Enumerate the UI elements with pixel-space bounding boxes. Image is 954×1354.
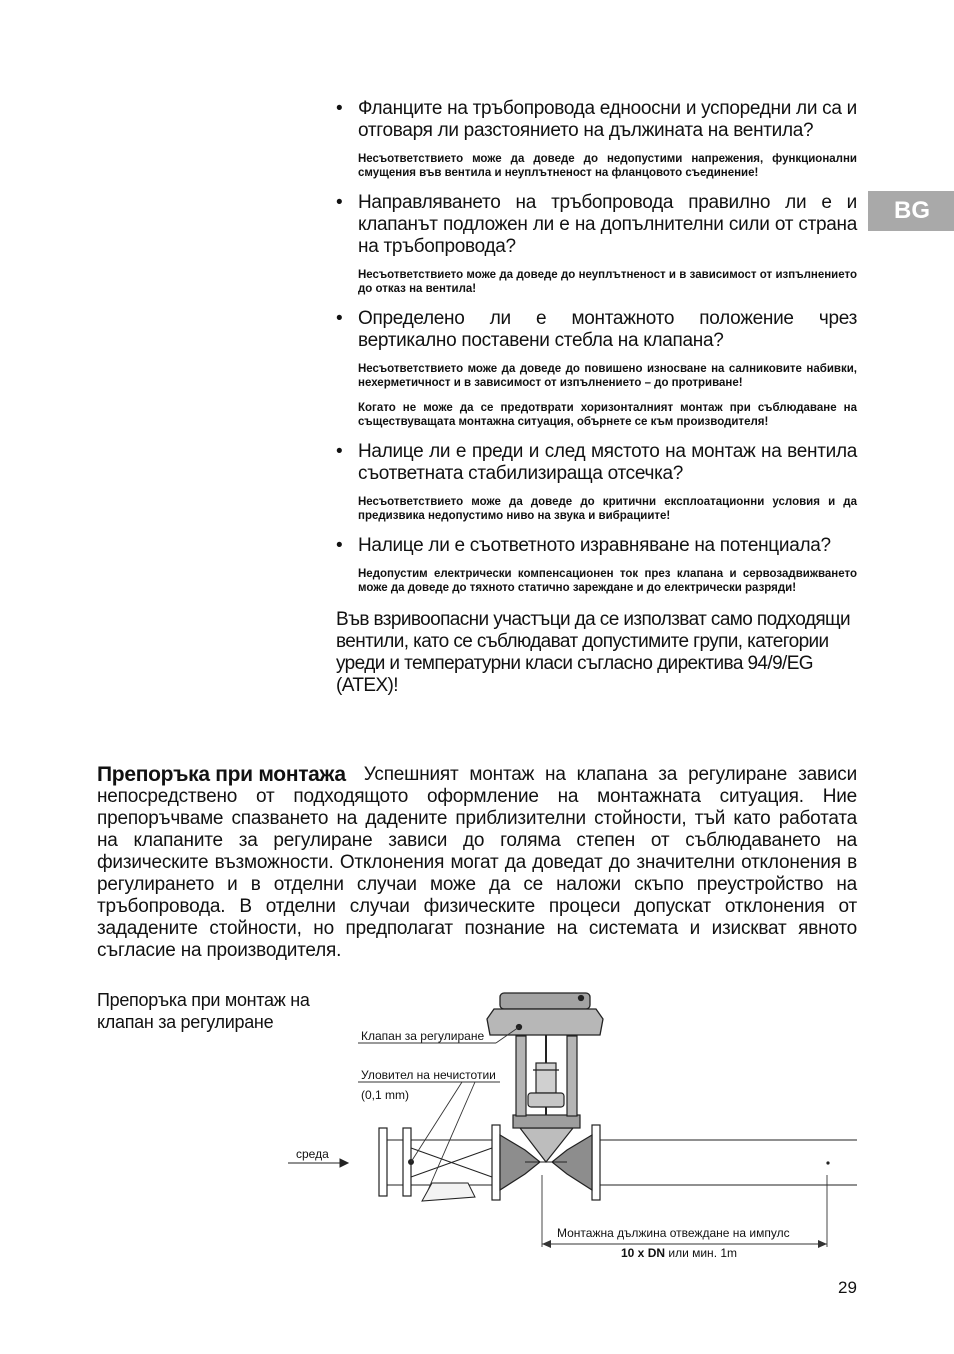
actuator [487, 993, 603, 1035]
strainer [409, 1148, 493, 1201]
checklist-note: Несъответствието може да доведе до неуплътненост и в зависимост от изпълнението до отказ на вентила! [358, 269, 857, 295]
label-length-formula: 10 x DN или мин. 1m [621, 1246, 738, 1260]
checklist-item [336, 308, 857, 429]
impulse-point [826, 1161, 829, 1164]
dimension-arrow-left [542, 1240, 551, 1248]
checklist-item [336, 535, 857, 595]
installation-checklist [336, 98, 857, 716]
label-strainer-size: (0,1 mm) [361, 1088, 409, 1102]
section-heading: Препоръка при монтажа [97, 763, 346, 786]
checklist-question: Налице ли е преди и след мястото на монтаж на вентила съответната стабилизираща отсечка? [358, 441, 857, 484]
checklist-note: Несъответствието може да доведе до критични експлоатационни условия и да предизвика недопустимо ниво на звука и вибрациите! [358, 496, 857, 522]
valve-installation-diagram [270, 985, 870, 1275]
valve-body [500, 1115, 592, 1190]
bullet-icon: • [336, 308, 343, 329]
installation-recommendation [97, 764, 857, 962]
label-installation-length: Монтажна дължина отвеждане на импулс [557, 1226, 790, 1240]
checklist-note: Недопустим електрически компенсационен ток през клапана и сервозадвижването може да доведе до тяхното статично зареждане и до електрически разряди! [358, 568, 857, 594]
bullet-icon: • [336, 441, 343, 462]
checklist-note: Несъответствието може да доведе до недопустими напрежения, функционални смущения във вентила и неуплътненост на фланцовото съединение! [358, 153, 857, 179]
checklist-question: Налице ли е съответното изравняване на потенциала? [358, 535, 831, 556]
checklist-note: Когато не може да се предотврати хоризонталният монтаж при съблюдаване на съществуващата монтажна ситуация, обърнете се към производителя! [358, 402, 857, 428]
checklist-item [336, 441, 857, 523]
valve-yoke [516, 1030, 577, 1116]
page-number: 29 [838, 1278, 857, 1297]
label-control-valve: Клапан за регулиране [361, 1029, 485, 1043]
checklist-item [336, 192, 857, 296]
label-medium: среда [296, 1147, 329, 1161]
checklist-question: Определено ли е монтажното положение чрез вертикално поставени стебла на клапана? [358, 308, 857, 351]
bullet-icon: • [336, 535, 343, 556]
figure-caption: Препоръка при монтаж на клапан за регулиране [97, 990, 310, 1032]
bullet-icon: • [336, 192, 343, 213]
checklist-note: Несъответствието може да доведе до повишено износване на салниковите набивки, нехерметичност и в зависимост от изпълнението – до протриване! [358, 363, 857, 389]
dimension-arrow-right [818, 1240, 827, 1248]
label-strainer: Уловител на нечистотии [361, 1068, 496, 1082]
bullet-icon: • [336, 98, 343, 119]
checklist-question: Фланците на тръбопровода едноосни и успоредни ли са и отговаря ли разстоянието на дължината на вентила? [358, 98, 857, 141]
checklist-item [336, 98, 857, 180]
atex-notice: Във взривоопасни участъци да се използват само подходящи вентили, като се съблюдават допустимите групи, категории уреди и температурни класи съгласно директива 94/9/EG (ATEX)! [336, 609, 851, 696]
pipeline [385, 1140, 857, 1185]
recommendation-body: Успешният монтаж на клапана за регулиране зависи непосредствено от подходящото оформление на монтажната ситуация. Ние препоръчваме спазването на дадените приблизителни стойности, тъй като работата на клапаните за регулиране зависи до голяма степен от съблюдаването на физическите възможности. Отклонения могат да доведат до значителни отклонения в регулирането и в отделни случаи може да се наложи скъпо преустройство на тръбопровода. В отделни случаи физическите процеси допускат отклонения от зададените стойности, но предполагат познание на системата и изискват явното съгласие на производителя. [97, 764, 857, 961]
checklist-question: Направляването на тръбопровода правилно ли е и клапанът подложен ли е на допълнителни сили от страна на тръбопровода? [358, 192, 857, 257]
language-tab: BG [868, 191, 954, 231]
